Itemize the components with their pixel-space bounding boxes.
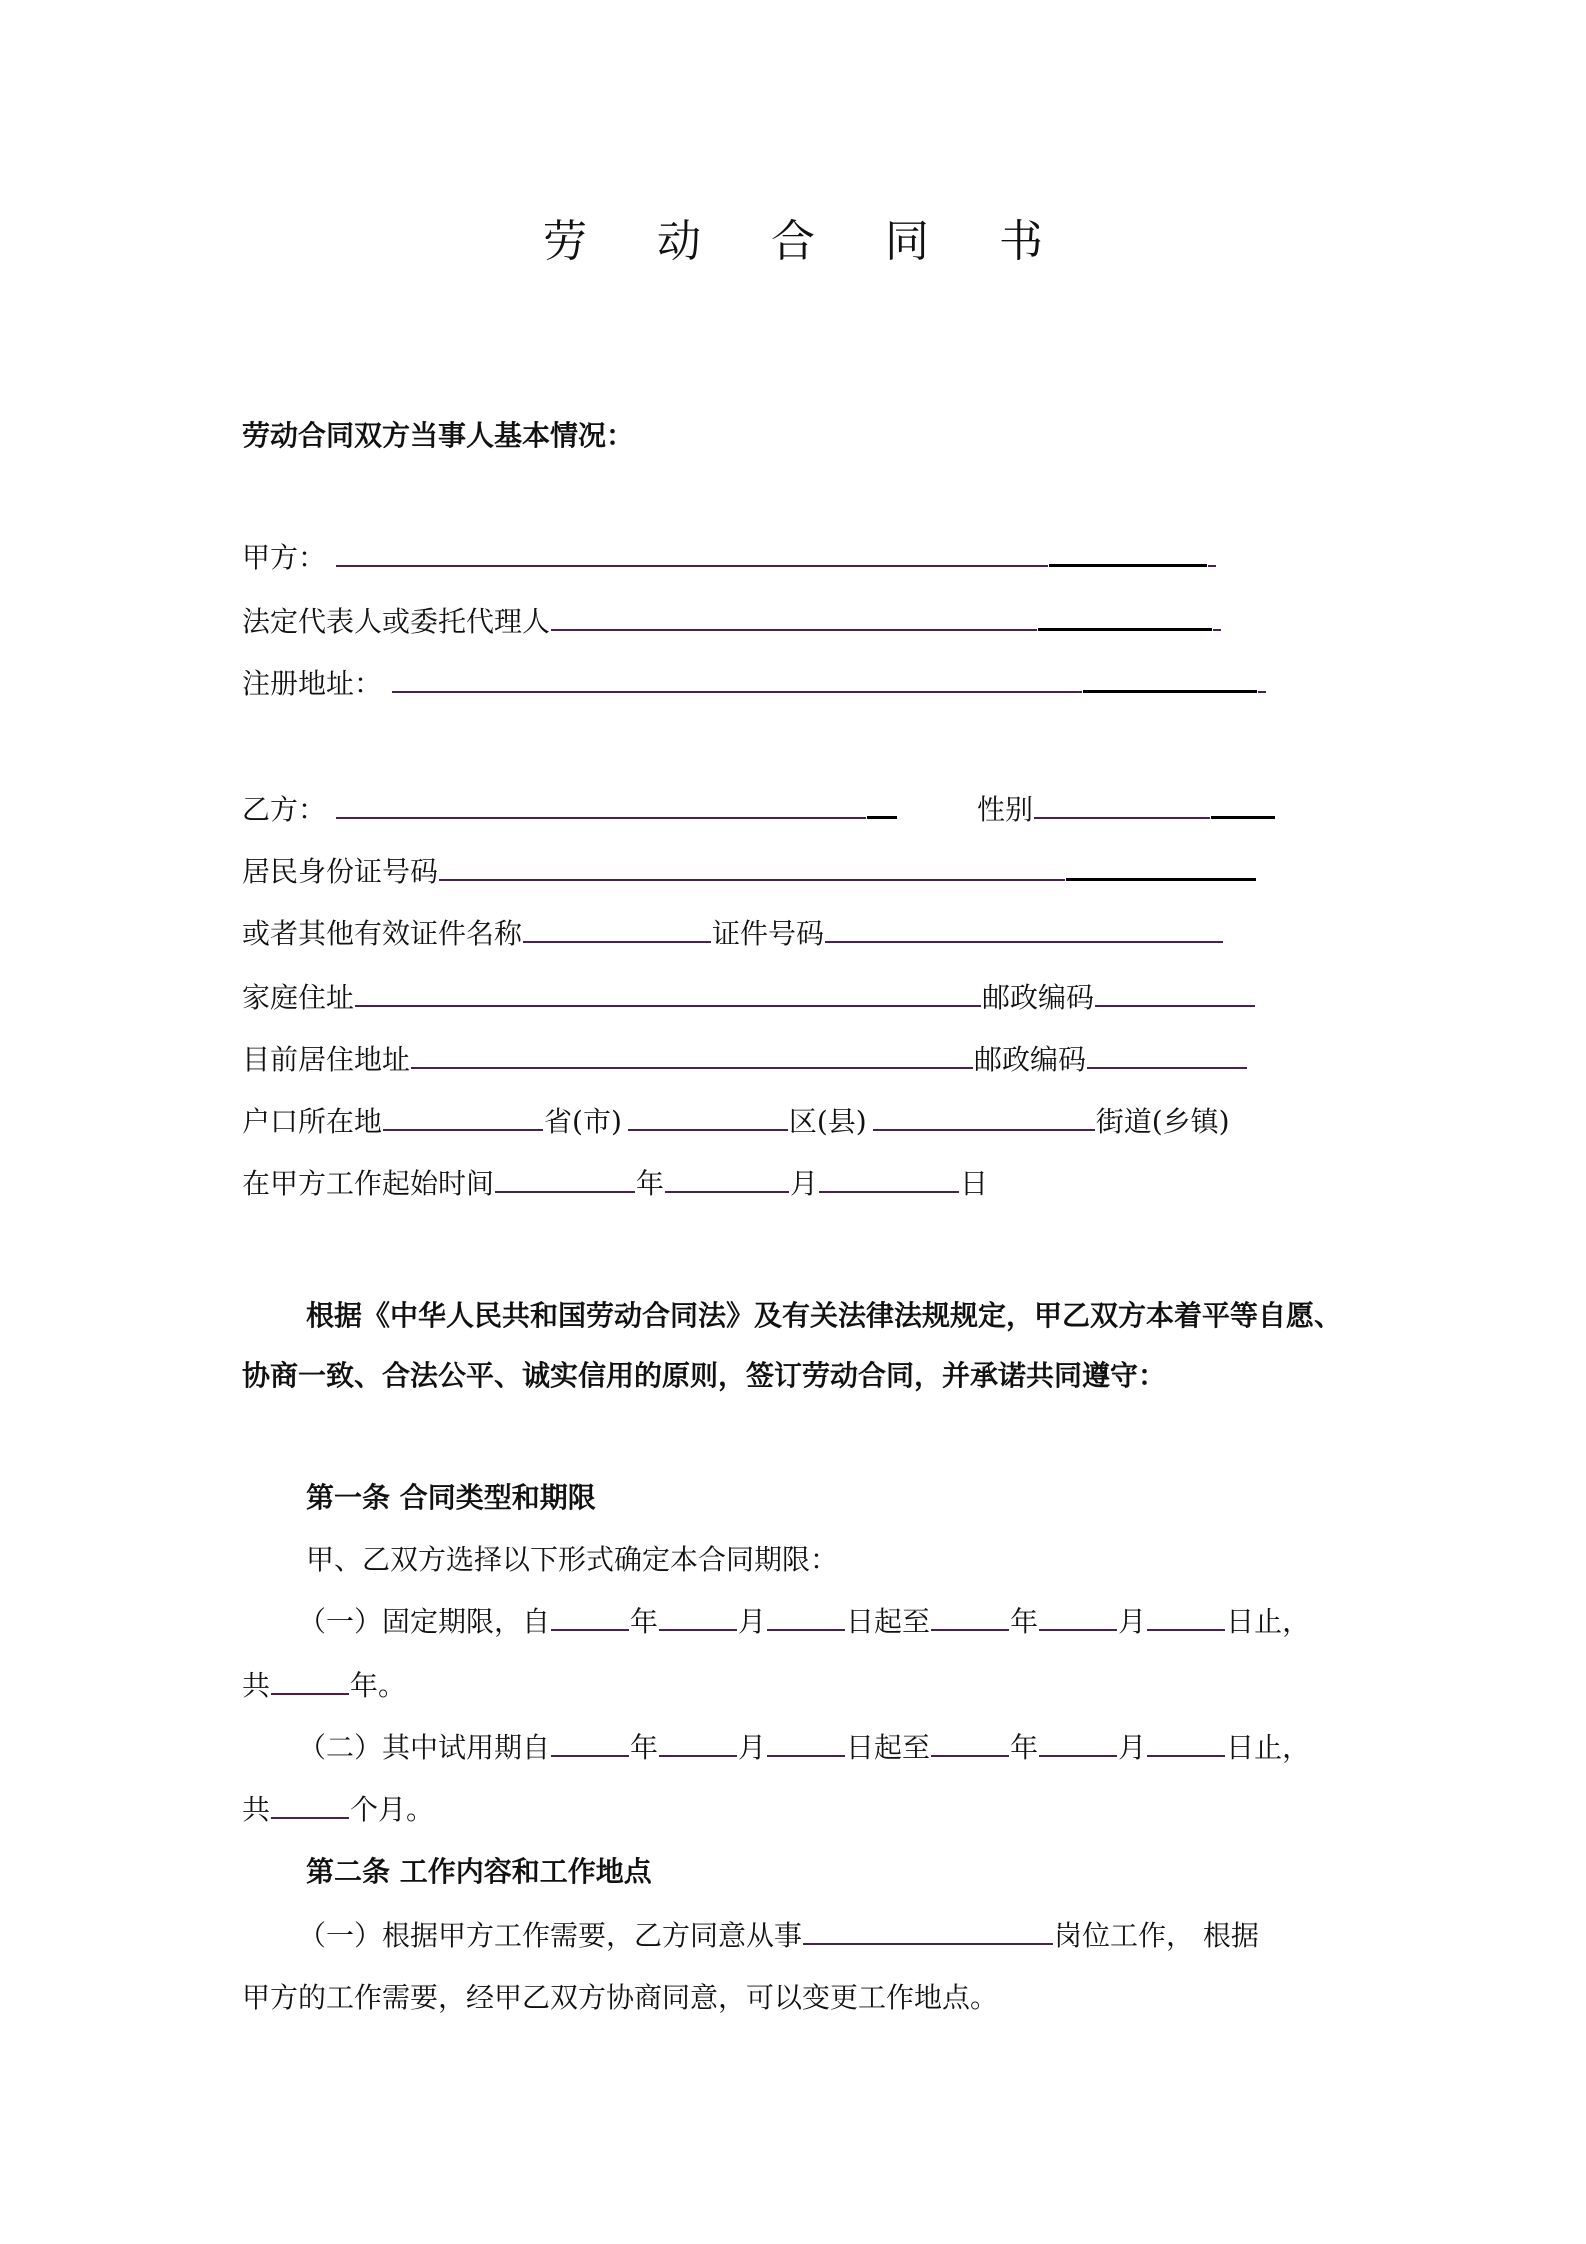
province-label: 省(市) [544, 1105, 622, 1138]
preamble-text: 根据《中华人民共和国劳动合同法》及有关法律法规规定，甲乙双方本着平等自愿、协商一致、合法公平、诚实信用的原则，签订劳动合同，并承诺共同遵守： [242, 1299, 1343, 1392]
article2-clause1-line2: 甲方的工作需要，经甲乙双方协商同意，可以变更工作地点。 [242, 1981, 999, 2014]
fixed-to-month-field[interactable] [1039, 1628, 1117, 1631]
postal-code-field[interactable] [1095, 1004, 1255, 1007]
month-label: 月 [1118, 1731, 1147, 1764]
party-a-rep-field[interactable] [551, 628, 1037, 631]
article2-heading: 第二条 工作内容和工作地点 [306, 1855, 652, 1888]
fixed-from-year-field[interactable] [551, 1628, 629, 1631]
party-a-address-row [242, 666, 1267, 702]
start-time-label: 在甲方工作起始时间 [242, 1167, 495, 1200]
probation-label: （二）其中试用期自 [298, 1731, 551, 1764]
clause1-prefix: （一）根据甲方工作需要，乙方同意从事 [298, 1919, 803, 1952]
year-label: 年 [630, 1605, 659, 1638]
other-id-name-label: 或者其他有效证件名称 [242, 917, 523, 950]
party-a-rep-label: 法定代表人或委托代理人 [242, 605, 551, 638]
article2-clause1-row [298, 1918, 1259, 1954]
party-a-name-label: 甲方： [242, 541, 327, 574]
from-label: 日起至 [846, 1731, 931, 1764]
from-label: 日起至 [846, 1605, 931, 1638]
id-number-label: 居民身份证号码 [242, 855, 439, 888]
underline-tail [1258, 690, 1266, 693]
home-address-field[interactable] [355, 1004, 981, 1007]
start-day-field[interactable] [819, 1190, 959, 1193]
id-number-field-ext[interactable] [1066, 877, 1256, 881]
current-address-row [242, 1042, 1248, 1078]
day-label: 日 [960, 1167, 989, 1200]
hukou-label: 户口所在地 [242, 1105, 383, 1138]
year-label: 年 [636, 1167, 665, 1200]
year-label: 年 [1010, 1605, 1039, 1638]
article1-intro: 甲、乙双方选择以下形式确定本合同期限： [306, 1543, 839, 1576]
probation-from-month-field[interactable] [659, 1754, 737, 1757]
probation-from-day-field[interactable] [767, 1754, 845, 1757]
party-a-name-row [242, 540, 1217, 576]
id-number-row [242, 854, 1256, 890]
total-months-suffix: 个月。 [350, 1793, 435, 1826]
fixed-total-years-field[interactable] [271, 1692, 349, 1695]
district-label: 区(县) [788, 1105, 867, 1138]
start-month-field[interactable] [665, 1190, 789, 1193]
other-id-row [242, 916, 1224, 952]
fixed-total-row [242, 1668, 406, 1704]
party-a-rep-row [242, 604, 1222, 640]
party-a-address-field-ext[interactable] [1083, 689, 1257, 693]
postal-code-field-2[interactable] [1087, 1066, 1247, 1069]
month-label: 月 [790, 1167, 819, 1200]
party-b-name-field[interactable] [336, 816, 866, 819]
year-label: 年 [1010, 1731, 1039, 1764]
id-number-field[interactable] [439, 878, 1065, 881]
total-prefix: 共 [242, 1669, 271, 1702]
hukou-row [242, 1104, 1230, 1140]
probation-total-months-field[interactable] [271, 1816, 349, 1819]
party-b-name-field-ext[interactable] [867, 815, 897, 819]
party-a-name-field-ext[interactable] [1049, 563, 1207, 567]
probation-from-year-field[interactable] [551, 1754, 629, 1757]
probation-total-row [242, 1792, 434, 1828]
month-label: 月 [738, 1605, 767, 1638]
total-prefix: 共 [242, 1793, 271, 1826]
other-id-number-field[interactable] [825, 940, 1223, 943]
start-year-field[interactable] [495, 1190, 635, 1193]
party-a-name-field[interactable] [336, 564, 1048, 567]
party-b-name-label: 乙方： [242, 793, 327, 826]
article1-heading: 第一条 合同类型和期限 [306, 1481, 596, 1514]
home-address-row [242, 980, 1256, 1016]
hukou-street-field[interactable] [873, 1128, 1095, 1131]
other-id-number-label: 证件号码 [712, 917, 825, 950]
current-address-label: 目前居住地址 [242, 1043, 411, 1076]
postal-code-label-2: 邮政编码 [974, 1043, 1087, 1076]
year-label: 年 [630, 1731, 659, 1764]
gender-label: 性别 [977, 793, 1034, 826]
postal-code-label: 邮政编码 [982, 981, 1095, 1014]
current-address-field[interactable] [411, 1066, 973, 1069]
month-label: 月 [738, 1731, 767, 1764]
fixed-from-day-field[interactable] [767, 1628, 845, 1631]
other-id-name-field[interactable] [523, 940, 711, 943]
fixed-to-day-field[interactable] [1147, 1628, 1225, 1631]
party-a-rep-field-ext[interactable] [1038, 627, 1212, 631]
underline-tail [1208, 564, 1216, 567]
gender-field-ext[interactable] [1211, 815, 1275, 819]
until-label: 日止， [1226, 1731, 1311, 1764]
underline-tail [1213, 628, 1221, 631]
party-b-name-row [242, 792, 1275, 828]
hukou-province-field[interactable] [383, 1128, 543, 1131]
position-field[interactable] [803, 1942, 1053, 1945]
section-heading: 劳动合同双方当事人基本情况： [242, 419, 635, 452]
hukou-district-field[interactable] [628, 1128, 788, 1131]
probation-to-year-field[interactable] [931, 1754, 1009, 1757]
document-title: 劳 动 合 同 书 [543, 216, 1071, 267]
probation-to-day-field[interactable] [1147, 1754, 1225, 1757]
probation-row [298, 1730, 1310, 1766]
home-address-label: 家庭住址 [242, 981, 355, 1014]
fixed-from-month-field[interactable] [659, 1628, 737, 1631]
preamble-paragraph [242, 1286, 1352, 1406]
month-label: 月 [1118, 1605, 1147, 1638]
fixed-term-label: （一）固定期限，自 [298, 1605, 551, 1638]
total-years-suffix: 年。 [350, 1669, 407, 1702]
start-time-row [242, 1166, 988, 1202]
party-a-address-label: 注册地址： [242, 667, 383, 700]
fixed-term-row [298, 1604, 1310, 1640]
gender-field[interactable] [1034, 816, 1210, 819]
probation-to-month-field[interactable] [1039, 1754, 1117, 1757]
party-a-address-field[interactable] [392, 690, 1082, 693]
street-label: 街道(乡镇) [1095, 1105, 1230, 1138]
clause1-suffix: 岗位工作， 根据 [1054, 1919, 1259, 1952]
until-label: 日止， [1226, 1605, 1311, 1638]
fixed-to-year-field[interactable] [931, 1628, 1009, 1631]
